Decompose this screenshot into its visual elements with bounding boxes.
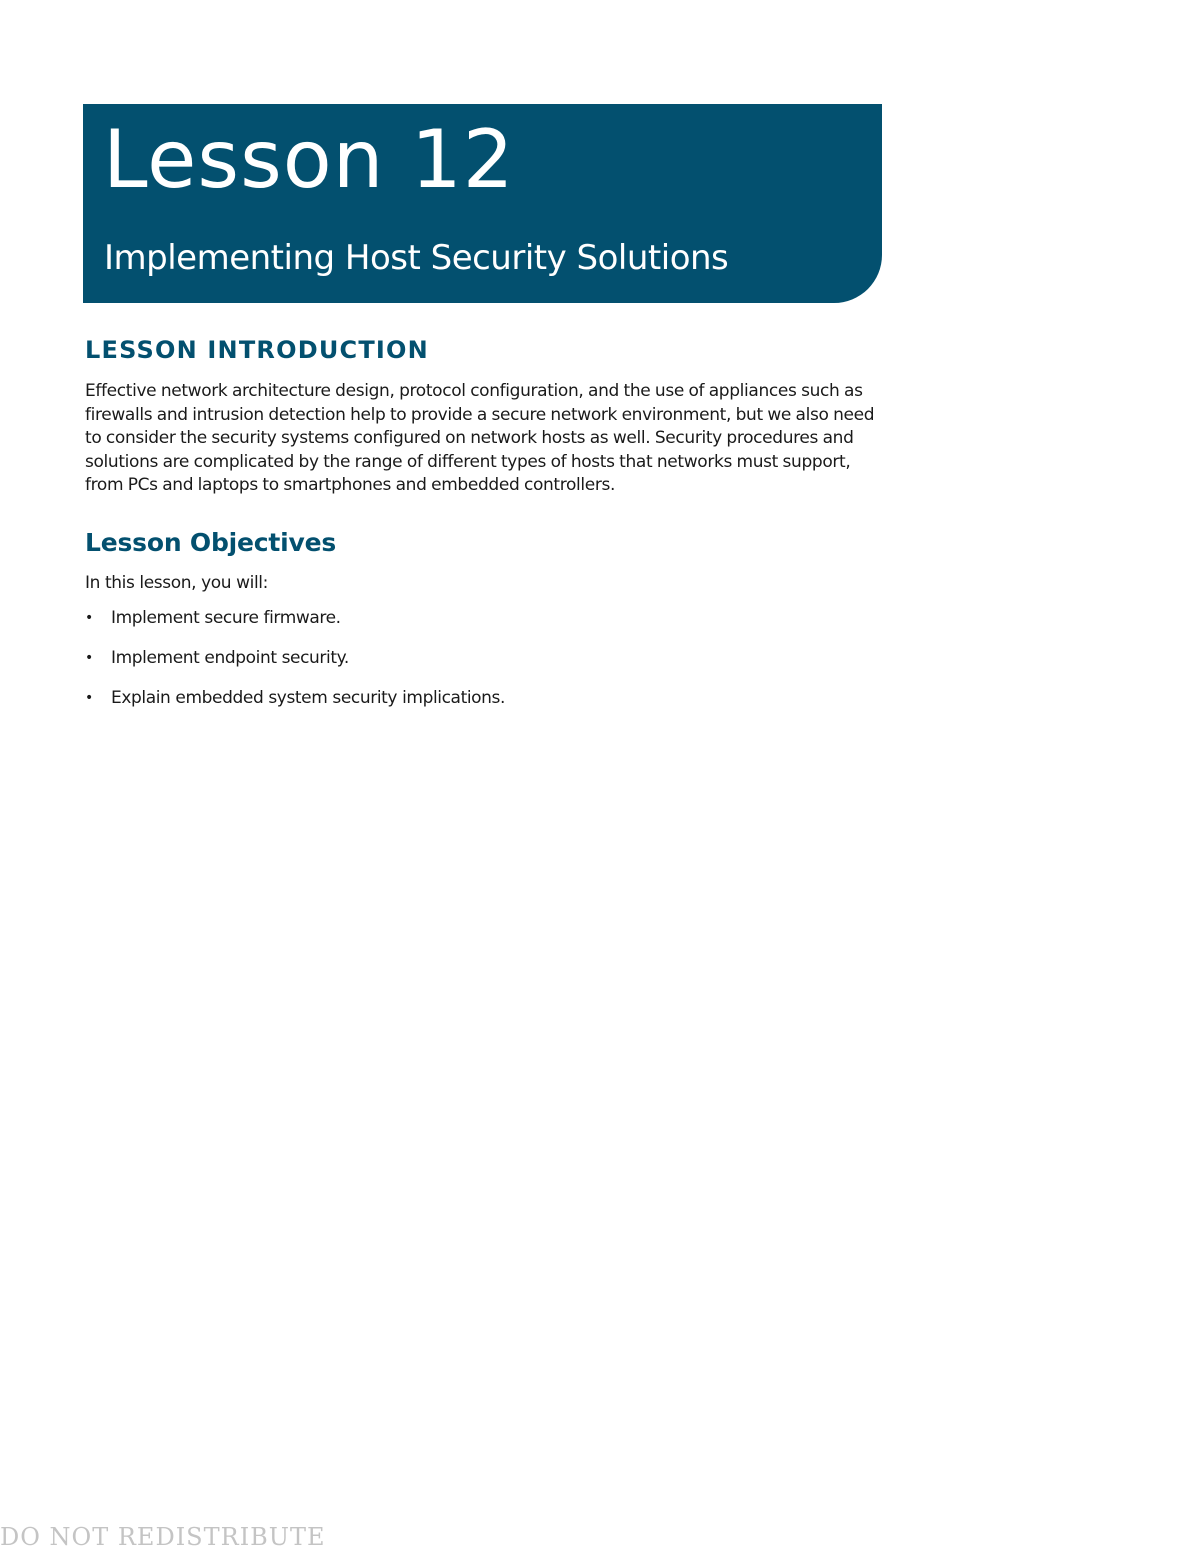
objective-item xyxy=(85,686,885,710)
objectives-lead-in: In this lesson, you will: xyxy=(85,572,268,593)
lesson-banner xyxy=(83,104,882,303)
bullet-icon: • xyxy=(85,609,93,626)
lesson-number: Lesson 12 xyxy=(103,113,515,206)
objective-text: Implement secure firmware. xyxy=(111,607,341,628)
introduction-body: Effective network architecture design, protocol configuration, and the use of appliances such as firewalls and intrusion detection help to provide a secure network environment, but we also need to consider the security systems configured on network hosts as well. Security procedures and solutions are complicated by the range of different types of hosts that networks must support, from PCs and laptops to smartphones and embedded controllers. xyxy=(85,381,875,496)
objective-item xyxy=(85,646,885,670)
introduction-heading: LESSON INTRODUCTION xyxy=(85,336,429,364)
bullet-icon: • xyxy=(85,649,93,666)
lesson-content xyxy=(85,334,885,726)
bullet-icon: • xyxy=(85,689,93,706)
objectives-heading: Lesson Objectives xyxy=(85,527,337,557)
objective-text: Explain embedded system security implications. xyxy=(111,687,505,708)
objective-text: Implement endpoint security. xyxy=(111,647,349,668)
lesson-title: Implementing Host Security Solutions xyxy=(104,238,729,278)
objectives-list xyxy=(85,606,885,710)
footer-watermark: DO NOT REDISTRIBUTE xyxy=(0,1523,326,1551)
objective-item xyxy=(85,606,885,630)
